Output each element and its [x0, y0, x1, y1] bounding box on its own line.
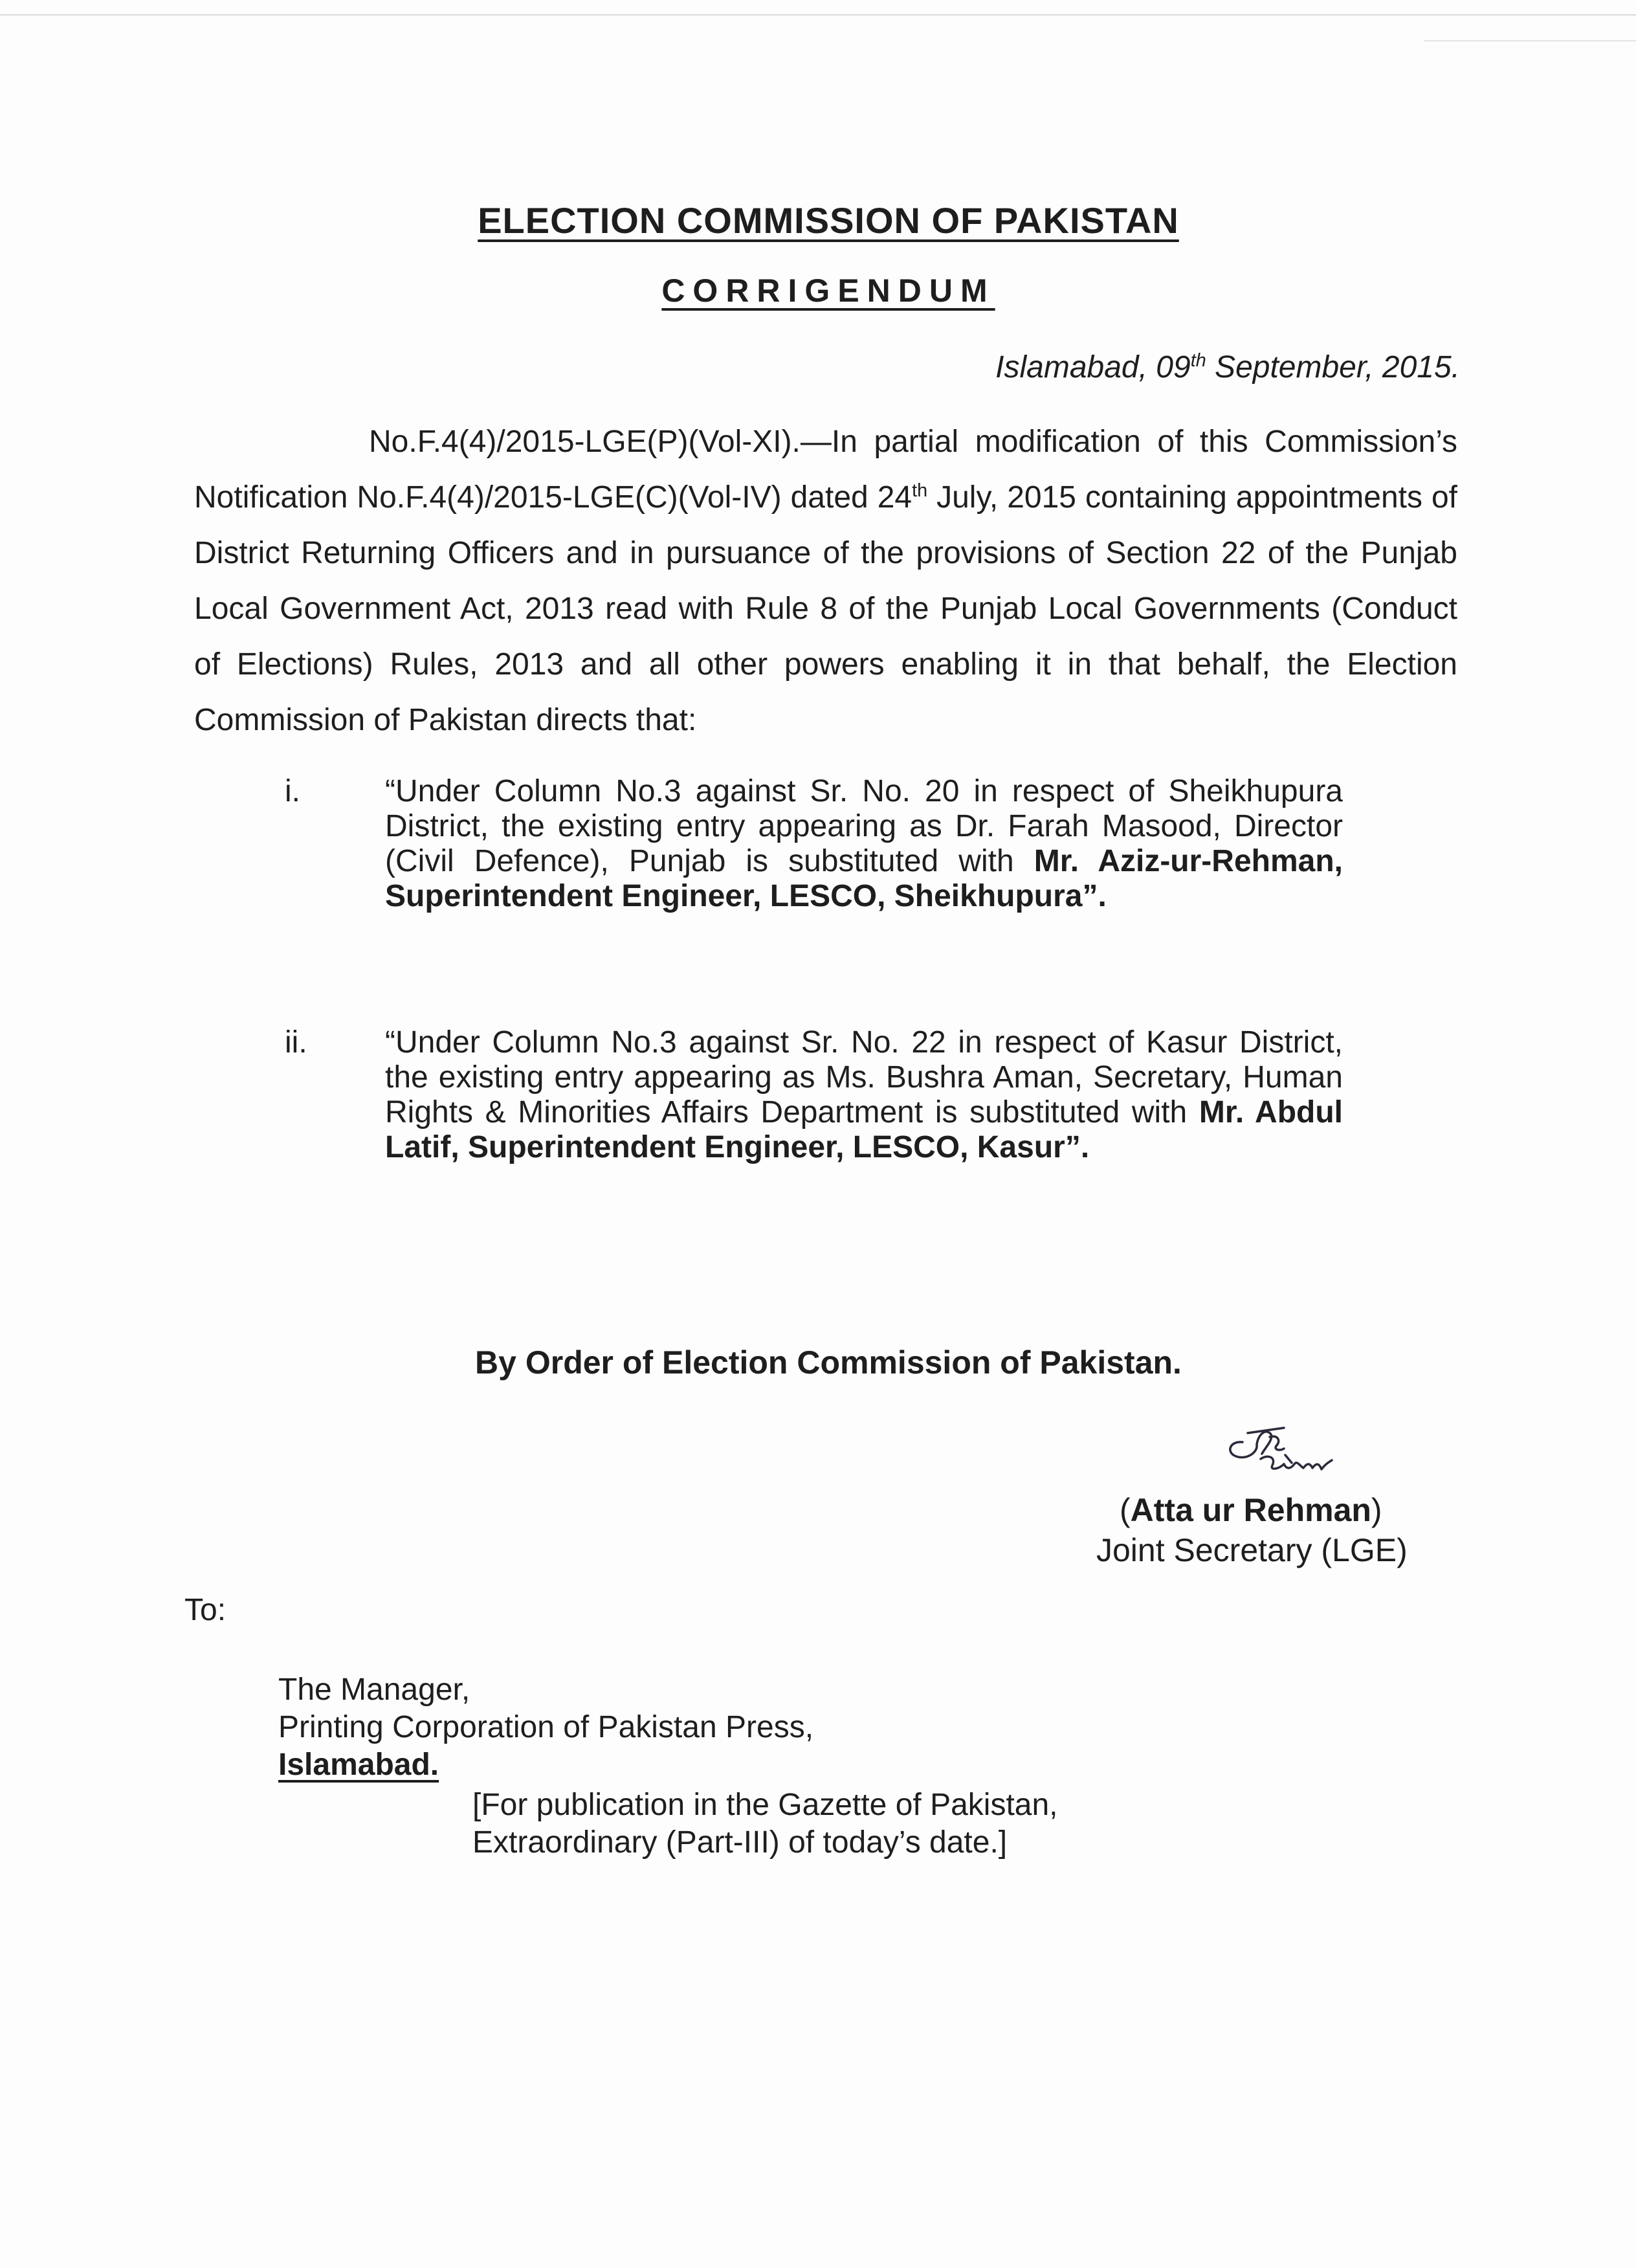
document-title: ELECTION COMMISSION OF PAKISTAN — [478, 200, 1179, 241]
list-item-number: i. — [285, 774, 300, 808]
document-subtitle: CORRIGENDUM — [661, 272, 995, 309]
date-suffix: September, 2015. — [1206, 350, 1460, 384]
signer-name-text: Atta ur Rehman — [1130, 1492, 1371, 1528]
list-item-number: ii. — [285, 1025, 307, 1060]
signer-title: Joint Secretary (LGE) — [1096, 1532, 1408, 1568]
date-prefix: Islamabad, 09 — [995, 350, 1191, 384]
addressee-city — [278, 1746, 813, 1784]
handwritten-signature — [1217, 1415, 1372, 1499]
list-item-plain: “Under Column No.3 against Sr. No. 22 in respect of Kasur District, the existing entry appearing as Ms. Bushra Aman, Secretary, Human Rights & Minorities Affairs Department is substituted with — [385, 1025, 1343, 1129]
body-part-2: July, 2015 containing appointments of District Returning Officers and in pursuance of the provisions of Section 22 of the Punjab Local Government Act, 2013 read with Rule 8 of the Punjab Local Governments (Conduct of Elections) Rules, 2013 and all other powers enabling it in that behalf, the Election Commission of Pakistan directs that: — [194, 480, 1457, 737]
list-item-plain: “Under Column No.3 against Sr. No. 20 in respect of Sheikhupura District, the existing entry appearing as Dr. Farah Masood, Director (Civil Defence), Punjab is substituted with — [385, 774, 1343, 878]
addressee-line-1: The Manager, — [278, 1673, 470, 1707]
close-paren: ) — [1371, 1492, 1382, 1528]
list-item — [285, 774, 1343, 962]
addressee-line-2: Printing Corporation of Pakistan Press, — [278, 1710, 814, 1744]
list-item-bold: Mr. Abdul Latif, Superintendent Engineer, LESCO, Kasur”. — [385, 1095, 1343, 1164]
list-item-bold: Mr. Aziz-ur-Rehman, Superintendent Engineer, LESCO, Sheikhupura”. — [385, 844, 1343, 913]
body-paragraph — [194, 414, 1457, 748]
open-paren: ( — [1120, 1492, 1131, 1528]
publication-note — [472, 1786, 1058, 1862]
publication-note-line-1: [For publication in the Gazette of Pakistan, — [472, 1788, 1058, 1822]
list-item-text — [385, 1025, 1343, 1165]
publication-note-line-2: Extraordinary (Part-III) of today’s date.] — [472, 1825, 1008, 1860]
scan-edge-line — [0, 14, 1636, 16]
dateline — [995, 350, 1460, 385]
signer-name — [1120, 1491, 1382, 1529]
addressee-block — [278, 1671, 813, 1784]
list-item-text — [385, 774, 1343, 914]
order-statement: By Order of Election Commission of Pakistan. — [475, 1344, 1182, 1381]
scan-edge-line-right — [1424, 40, 1636, 41]
list-item — [285, 1025, 1343, 1213]
body-part-1: No.F.4(4)/2015-LGE(P)(Vol-XI).—In partial modification of this Commission’s Notification No.F.4(4)/2015-LGE(C)(Vol-IV) dated 24 — [194, 425, 1457, 515]
to-label: To: — [184, 1593, 227, 1627]
date-superscript: th — [1190, 350, 1206, 371]
addressee-city-text: Islamabad. — [278, 1748, 439, 1782]
body-superscript: th — [912, 480, 928, 501]
